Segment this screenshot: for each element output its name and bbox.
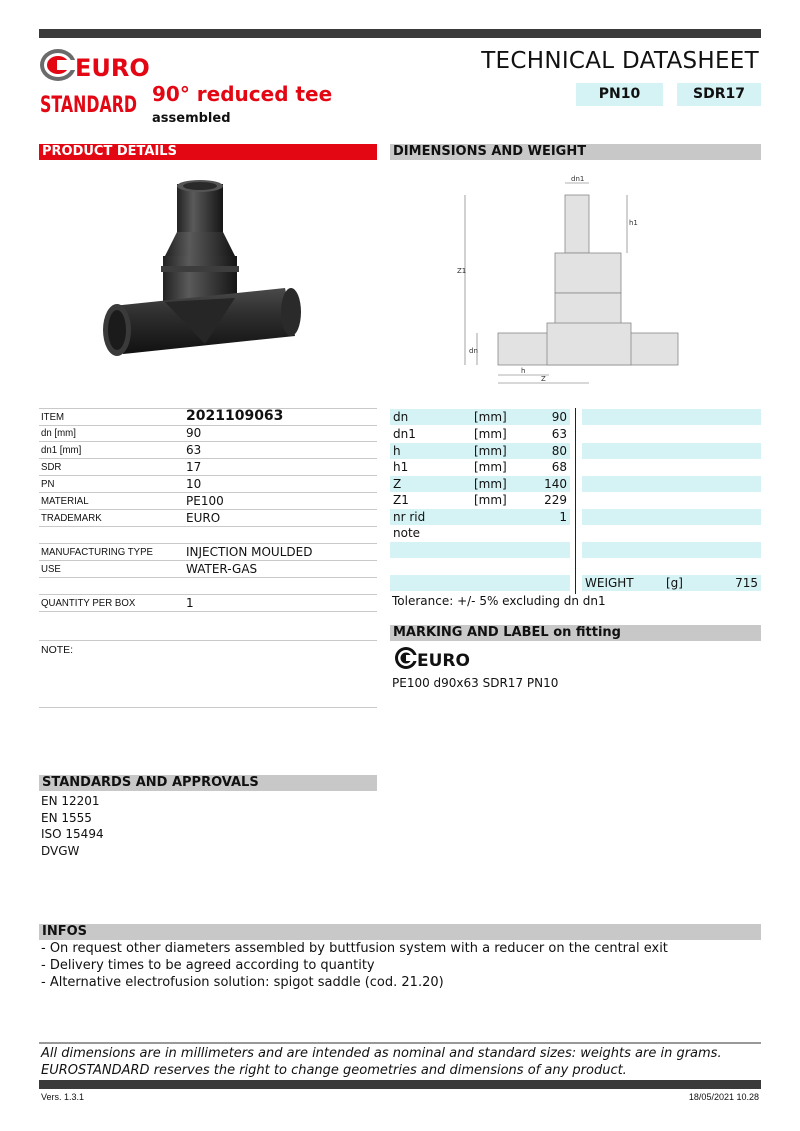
dimension-row [390, 492, 570, 508]
dimension-row [390, 476, 570, 492]
spec-value: 90 [186, 426, 202, 440]
top-bar [39, 29, 761, 38]
dim-unit: [mm] [474, 427, 507, 441]
tolerance-text: Tolerance: +/- 5% excluding dn dn1 [392, 594, 606, 608]
spec-label: PN [41, 478, 55, 490]
weight-label: WEIGHT [585, 576, 634, 590]
product-details-header: PRODUCT DETAILS [39, 144, 377, 160]
dim-unit: [mm] [474, 444, 507, 458]
spec-row [39, 595, 377, 612]
product-title: 90° reduced tee [152, 82, 333, 106]
h1-label: h1 [629, 219, 638, 227]
spec-value: 17 [186, 460, 202, 474]
dimension-row [390, 426, 570, 442]
standard-item: EN 12201 [41, 794, 100, 808]
info-item: - Delivery times to be agreed according to quantity [41, 958, 375, 973]
spec-row [39, 527, 377, 544]
svg-text:EURO: EURO [417, 651, 470, 671]
spec-label: TRADEMARK [41, 512, 102, 524]
spec-row [39, 408, 377, 426]
dimension-drawing [455, 173, 695, 388]
dim-value: 229 [544, 493, 567, 507]
marking-header: MARKING AND LABEL on fitting [390, 625, 761, 641]
spec-label: QUANTITY PER BOX [41, 597, 136, 609]
empty-cell [582, 509, 761, 525]
dim-value: 1 [559, 510, 567, 524]
spec-label: MATERIAL [41, 495, 89, 507]
dimension-row [390, 542, 570, 558]
spec-value: PE100 [186, 494, 224, 508]
note-label: NOTE: [41, 644, 74, 656]
spec-row [39, 476, 377, 493]
spec-value: WATER-GAS [186, 562, 258, 576]
dn-label: dn [469, 347, 478, 355]
table-divider [575, 408, 576, 594]
spec-row [39, 510, 377, 527]
spec-row [39, 459, 377, 476]
empty-cell [582, 409, 761, 425]
pn-badge: PN10 [576, 83, 663, 106]
spec-value: 10 [186, 477, 202, 491]
spec-label: MANUFACTURING TYPE [41, 546, 153, 558]
svg-text:EURO: EURO [75, 54, 150, 82]
dim-name: Z1 [393, 493, 409, 507]
spec-label: USE [41, 563, 61, 575]
spec-value: EURO [186, 511, 221, 525]
spec-value: 1 [186, 596, 194, 610]
dimension-row [390, 575, 570, 591]
dimension-row [390, 443, 570, 459]
spec-row [39, 425, 377, 442]
datasheet-title: TECHNICAL DATASHEET [481, 48, 759, 74]
empty-cell [582, 542, 761, 558]
divider [39, 640, 377, 641]
spec-value: INJECTION MOULDED [186, 545, 313, 559]
weight-value: 715 [735, 576, 758, 590]
spec-label: ITEM [41, 411, 65, 423]
spec-row [39, 442, 377, 459]
dim-name: Z [393, 477, 402, 491]
dim-name: dn [393, 410, 409, 424]
sdr-badge: SDR17 [677, 83, 761, 106]
standard-item: EN 1555 [41, 811, 92, 825]
dim-name: h [393, 444, 401, 458]
dim-name: h1 [393, 460, 409, 474]
spec-label: dn1 [mm] [41, 444, 82, 456]
info-item: - Alternative electrofusion solution: spigot saddle (cod. 21.20) [41, 975, 444, 990]
weight-unit: [g] [666, 576, 683, 590]
eurostandard-logo [39, 46, 150, 118]
z-label: Z [541, 375, 546, 383]
standard-item: DVGW [41, 844, 80, 858]
dimension-row [390, 459, 570, 475]
product-image [95, 176, 305, 376]
spec-row [39, 493, 377, 510]
marking-logo [394, 645, 470, 671]
spec-label: dn [mm] [41, 427, 76, 439]
spec-label: SDR [41, 461, 62, 473]
dim-unit: [mm] [474, 477, 507, 491]
dim-value: 68 [551, 460, 567, 474]
dim-unit: [mm] [474, 410, 507, 424]
z1-label: Z1 [457, 267, 467, 275]
dim-value: 90 [551, 410, 567, 424]
infos-header: INFOS [39, 924, 761, 940]
bottom-bar [39, 1080, 761, 1089]
dimensions-header: DIMENSIONS AND WEIGHT [390, 144, 761, 160]
spec-value: 63 [186, 443, 202, 457]
dimension-row [390, 525, 570, 541]
marking-text: PE100 d90x63 SDR17 PN10 [392, 676, 559, 690]
svg-text:STANDARD: STANDARD [40, 93, 137, 118]
empty-cell [582, 476, 761, 492]
empty-cell [582, 443, 761, 459]
spec-row [39, 544, 377, 561]
dim-unit: [mm] [474, 493, 507, 507]
spec-row [39, 561, 377, 578]
h-label: h [521, 367, 526, 375]
divider [39, 707, 377, 708]
product-subtitle: assembled [152, 111, 231, 126]
dim-name: dn1 [393, 427, 416, 441]
weight-row [582, 575, 761, 591]
footnote-line: EUROSTANDARD reserves the right to change geometries and dimensions of any product. [41, 1063, 627, 1078]
spec-row [39, 578, 377, 595]
dim-name: note [393, 526, 421, 540]
dim-name: nr rid [393, 510, 426, 524]
info-item: - On request other diameters assembled by buttfusion system with a reducer on the central exit [41, 941, 668, 956]
date-text: 18/05/2021 10.28 [688, 1092, 759, 1102]
standards-header: STANDARDS AND APPROVALS [39, 775, 377, 791]
footnote-rule [39, 1042, 761, 1044]
dim-value: 63 [551, 427, 567, 441]
footnote-line: All dimensions are in millimeters and are intended as nominal and standard sizes: weights are in grams. [41, 1046, 722, 1061]
standard-item: ISO 15494 [41, 827, 104, 841]
item-code: 2021109063 [186, 408, 284, 424]
dn1-label: dn1 [571, 175, 585, 183]
dimension-row [390, 558, 570, 574]
version-text: Vers. 1.3.1 [41, 1092, 85, 1102]
dimension-row [390, 509, 570, 525]
dimension-row [390, 409, 570, 425]
dim-value: 80 [551, 444, 567, 458]
dim-unit: [mm] [474, 460, 507, 474]
dim-value: 140 [544, 477, 567, 491]
